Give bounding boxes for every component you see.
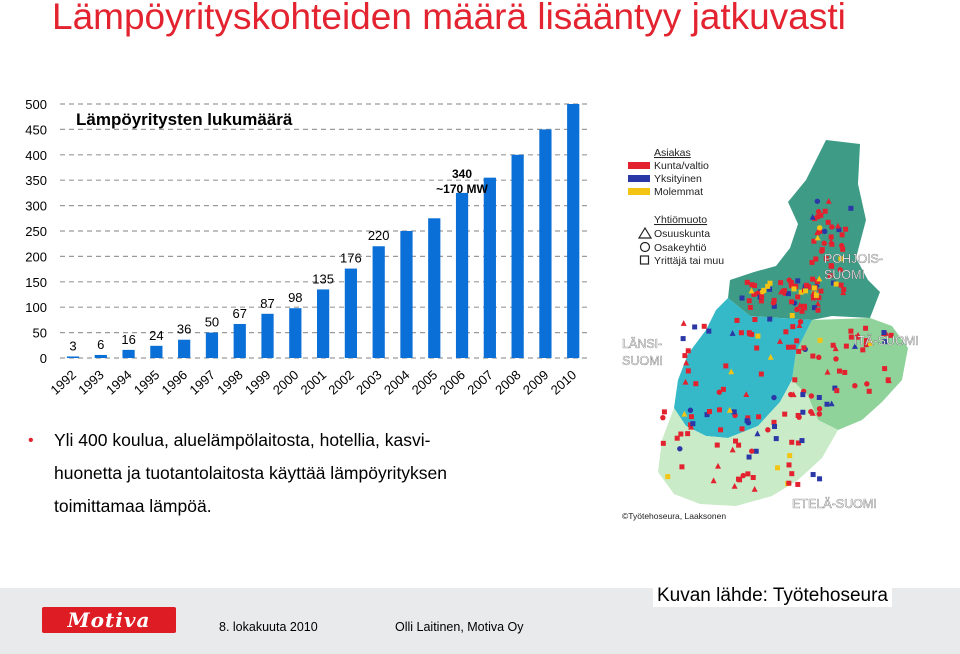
bar (373, 246, 385, 358)
y-tick-label: 450 (25, 122, 47, 138)
y-tick-label: 250 (25, 224, 47, 239)
square-marker (690, 421, 695, 426)
circle-marker (852, 383, 857, 388)
bar-value-label: 67 (232, 305, 247, 321)
square-marker (831, 343, 836, 348)
square-marker (882, 366, 887, 371)
x-tick-label: 2008 (492, 367, 524, 398)
x-tick-label: 2002 (325, 367, 357, 398)
circle-marker (815, 199, 820, 204)
square-marker (685, 431, 690, 436)
circle-marker (771, 395, 776, 400)
square-marker (735, 318, 740, 323)
bar-value-label: 24 (149, 327, 164, 343)
square-marker (686, 348, 691, 353)
square-marker (804, 283, 809, 288)
square-marker (795, 482, 800, 487)
square-marker (745, 280, 750, 285)
square-marker (801, 304, 806, 309)
square-marker (825, 402, 830, 407)
square-marker (792, 377, 797, 382)
bar (428, 218, 440, 358)
square-marker (786, 345, 791, 350)
square-marker (816, 308, 821, 313)
square-marker (754, 345, 759, 350)
square-marker (790, 324, 795, 329)
square-marker (706, 329, 711, 334)
triangle-marker (681, 320, 687, 326)
bullet-line: Yli 400 koulua, aluelämpölaitosta, hotellia, kasvi- (54, 430, 431, 450)
square-marker (752, 317, 757, 322)
square-marker (747, 455, 752, 460)
x-tick-label: 1996 (158, 367, 191, 398)
bar (95, 355, 107, 358)
square-marker (682, 353, 687, 358)
bar (178, 340, 190, 358)
circle-marker (817, 406, 822, 411)
square-marker (740, 426, 745, 431)
square-marker (759, 372, 764, 377)
bar-value-label: 36 (176, 321, 192, 337)
x-tick-label: 2007 (464, 367, 496, 398)
y-tick-label: 150 (25, 274, 47, 290)
bar-value-label: 220 (367, 228, 390, 244)
x-tick-label: 1992 (47, 367, 80, 398)
square-marker (789, 440, 794, 445)
square-marker (843, 227, 848, 232)
square-marker (795, 294, 800, 299)
bar (67, 356, 79, 358)
bar-value-label: 87 (260, 295, 275, 311)
bar-value-label: 3 (69, 338, 77, 354)
square-marker (747, 298, 752, 303)
square-marker (782, 412, 787, 417)
circle-marker (771, 300, 776, 305)
chart-annotation-capacity: ~170 MW (436, 182, 488, 196)
bar-value-label: 98 (288, 290, 303, 306)
bar (484, 178, 496, 358)
circle-marker (817, 225, 822, 230)
circle-marker (746, 420, 751, 425)
bar (567, 104, 579, 358)
circle-marker (829, 224, 834, 229)
circle-marker (749, 448, 754, 453)
bar-value-label: 6 (97, 336, 105, 352)
square-marker (818, 289, 823, 294)
circle-marker (816, 209, 821, 214)
bar-value-label: 50 (204, 314, 220, 330)
x-tick-label: 2009 (519, 367, 552, 398)
x-tick-label: 2010 (547, 367, 580, 398)
square-marker (826, 220, 831, 225)
bar (234, 324, 246, 358)
y-tick-label: 100 (25, 300, 47, 316)
square-marker (790, 313, 795, 318)
circle-marker (717, 390, 722, 395)
x-tick-label: 1997 (186, 367, 218, 398)
square-marker (736, 477, 741, 482)
image-source: Kuvan lähde: Työtehoseura (653, 585, 892, 607)
bar-value-label: 176 (340, 250, 362, 266)
x-tick-label: 2001 (297, 367, 330, 398)
x-tick-label: 2006 (436, 367, 469, 398)
square-marker (718, 427, 723, 432)
square-marker (811, 472, 816, 477)
circle-marker (677, 446, 682, 451)
x-tick-label: 1994 (103, 367, 135, 398)
footer-date: 8. lokakuuta 2010 (219, 620, 318, 634)
circle-marker (817, 411, 822, 416)
square-marker (775, 465, 780, 470)
bullet-line: huonetta ja tuotantolaitosta käyttää lämpöyrityksen (54, 463, 448, 483)
square-marker (834, 282, 839, 287)
square-marker (759, 294, 764, 299)
square-marker (817, 476, 822, 481)
square-marker (702, 324, 707, 329)
x-tick-label: 1998 (214, 367, 246, 398)
square-marker (791, 345, 796, 350)
square-marker (681, 336, 686, 341)
circle-marker (688, 408, 693, 413)
square-marker (732, 409, 737, 414)
chart-background (0, 92, 600, 412)
square-marker (800, 392, 805, 397)
legend-customer-molemmat: Molemmat (654, 186, 704, 198)
bar (317, 289, 329, 358)
square-marker (783, 329, 788, 334)
bar-value-label: 16 (121, 331, 136, 347)
circle-marker (741, 473, 746, 478)
square-marker (686, 368, 691, 373)
square-marker (860, 347, 865, 352)
square-marker (772, 424, 777, 429)
square-marker (679, 464, 684, 469)
bar-chart (0, 92, 600, 412)
square-marker (787, 462, 792, 467)
circle-marker (833, 356, 838, 361)
square-marker (829, 242, 834, 247)
legend-swatch-molemmat (628, 188, 650, 195)
region-label-pohjois-line2: SUOMI (824, 268, 865, 282)
square-marker (707, 409, 712, 414)
bar (206, 333, 218, 358)
y-tick-label: 300 (25, 198, 47, 214)
square-marker (661, 441, 666, 446)
square-marker (867, 389, 872, 394)
x-tick-label: 2000 (269, 367, 302, 398)
square-marker (818, 338, 823, 343)
x-tick-label: 2004 (380, 367, 413, 398)
square-marker (789, 471, 794, 476)
square-marker (803, 288, 808, 293)
square-marker (754, 449, 759, 454)
square-marker (739, 330, 744, 335)
square-marker (693, 381, 698, 386)
bar (122, 350, 134, 358)
circle-marker (798, 319, 803, 324)
bar (345, 269, 357, 358)
legend-swatch-yksityinen (628, 175, 650, 182)
square-marker (755, 334, 760, 339)
bullet-text (28, 424, 468, 523)
square-marker (829, 234, 834, 239)
chart-title: Lämpöyritysten lukumäärä (76, 110, 293, 129)
y-tick-label: 0 (39, 351, 47, 366)
square-marker (813, 256, 818, 261)
square-marker (800, 410, 805, 415)
circle-icon (641, 243, 650, 252)
square-marker (733, 439, 738, 444)
bar (400, 231, 412, 358)
square-marker (810, 354, 815, 359)
region-label-pohjois-line1: POHJOIS- (824, 252, 884, 266)
region-label-lansi-line2: SUOMI (622, 354, 663, 368)
bar (456, 193, 468, 358)
triangle-icon (639, 228, 651, 238)
chart-annotation-count: 340 (451, 167, 473, 181)
finland-map (612, 140, 958, 524)
square-marker (796, 349, 801, 354)
square-marker (848, 329, 853, 334)
legend-company-yrittaja: Yrittäjä tai muu (654, 255, 725, 267)
x-tick-label: 1993 (75, 367, 107, 398)
square-marker (842, 370, 847, 375)
motiva-logo (42, 607, 176, 633)
circle-marker (822, 241, 827, 246)
square-marker (745, 471, 750, 476)
square-marker (839, 283, 844, 288)
legend-company-osakeyhtio: Osakeyhtiö (654, 242, 707, 254)
bar (289, 308, 301, 358)
legend-company-heading: Yhtiömuoto (654, 214, 708, 226)
bar-value-label: 135 (312, 271, 334, 287)
square-marker (840, 232, 845, 237)
map-copyright: ©Työtehoseura, Laaksonen (622, 511, 727, 521)
bar (539, 129, 551, 358)
square-marker (823, 209, 828, 214)
bullet-line: toimittamaa lämpöä. (54, 496, 212, 516)
legend-customer-kunta: Kunta/valtio (654, 160, 709, 172)
bar (512, 155, 524, 358)
y-tick-label: 200 (25, 249, 47, 265)
region-label-etela: ETELÄ-SUOMI (792, 497, 877, 511)
square-marker (810, 277, 815, 282)
square-marker (834, 388, 839, 393)
square-marker (752, 283, 757, 288)
square-marker (756, 414, 761, 419)
y-tick-label: 350 (25, 173, 47, 189)
x-tick-label: 2003 (353, 367, 385, 398)
square-marker (837, 369, 842, 374)
square-marker (748, 305, 753, 310)
square-marker (767, 317, 772, 322)
y-tick-label: 400 (25, 147, 47, 163)
bar (261, 314, 273, 358)
square-marker (692, 324, 697, 329)
square-marker (812, 285, 817, 290)
square-marker (801, 345, 806, 350)
circle-marker (660, 415, 665, 420)
legend-company-osuuskunta: Osuuskunta (654, 228, 711, 240)
square-marker (786, 481, 791, 486)
square-marker (723, 363, 728, 368)
square-marker (678, 432, 683, 437)
region-label-lansi-line1: LÄNSI- (622, 337, 663, 351)
square-marker (791, 286, 796, 291)
circle-marker (809, 393, 814, 398)
region-label-ita: ITÄ-SUOMI (854, 334, 919, 348)
square-marker (863, 326, 868, 331)
square-marker (665, 474, 670, 479)
circle-marker (822, 229, 827, 234)
square-marker (689, 414, 694, 419)
circle-marker (765, 427, 770, 432)
circle-marker (796, 414, 801, 419)
bar (150, 346, 162, 358)
square-marker (799, 438, 804, 443)
bullet-marker: • (28, 432, 34, 449)
legend-customer-yksityinen: Yksityinen (654, 173, 702, 185)
footer-author: Olli Laitinen, Motiva Oy (395, 620, 524, 634)
slide-title: Lämpöyrityskohteiden määrä lisääntyy jatkuvasti (52, 0, 846, 37)
square-marker (814, 293, 819, 298)
x-tick-label: 1995 (130, 367, 163, 398)
circle-marker (816, 355, 821, 360)
square-marker (740, 296, 745, 301)
square-marker (782, 288, 787, 293)
circle-marker (864, 381, 869, 386)
square-marker (717, 407, 722, 412)
legend-swatch-kunta (628, 162, 650, 169)
square-icon (641, 256, 649, 264)
y-tick-label: 500 (25, 97, 47, 112)
square-marker (848, 206, 853, 211)
square-marker (817, 395, 822, 400)
x-tick-label: 2005 (408, 367, 441, 398)
y-tick-label: 50 (32, 325, 47, 341)
square-marker (789, 281, 794, 286)
square-marker (778, 280, 783, 285)
square-marker (774, 436, 779, 441)
x-tick-label: 1999 (242, 367, 274, 398)
square-marker (751, 475, 756, 480)
square-marker (795, 278, 800, 283)
square-marker (749, 332, 754, 337)
logo-text: Motiva (67, 608, 151, 632)
square-marker (789, 299, 794, 304)
square-marker (662, 409, 667, 414)
square-marker (794, 338, 799, 343)
square-marker (715, 443, 720, 448)
square-marker (844, 344, 849, 349)
legend-customer-heading: Asiakas (654, 147, 691, 159)
square-marker (787, 453, 792, 458)
square-marker (761, 288, 766, 293)
